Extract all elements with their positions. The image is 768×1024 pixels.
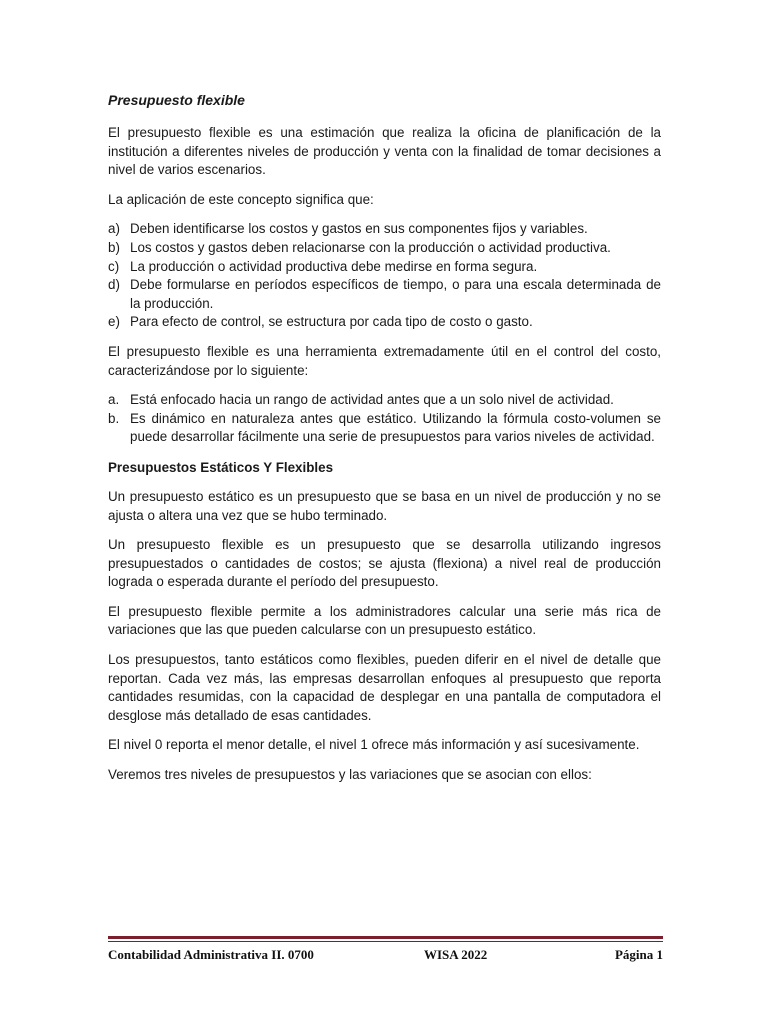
footer-page-number: Página 1 <box>614 947 663 962</box>
body-paragraph: Un presupuesto estático es un presupuesto que se basa en un nivel de producción y no se ajusta o altera una vez que se hubo terminado. <box>108 488 661 523</box>
list-item <box>108 220 661 239</box>
document-title: Presupuesto flexible <box>108 92 245 108</box>
page-footer <box>108 936 663 963</box>
body-paragraph: El presupuesto flexible permite a los administradores calcular una serie más rica de variaciones que las que pueden calcularse con un presupuesto estático. <box>108 603 661 638</box>
body-paragraph: Veremos tres niveles de presupuestos y las variaciones que se asocian con ellos: <box>108 767 592 783</box>
list-item <box>108 258 661 277</box>
footer-rule-thin <box>108 941 663 942</box>
intro-paragraph: El presupuesto flexible es una estimación que realiza la oficina de planificación de la institución a diferentes niveles de producción y venta con la finalidad de tomar decisiones a nivel de varios escenarios. <box>108 125 661 178</box>
list-marker: b) <box>108 239 120 255</box>
list-marker: d) <box>108 277 120 293</box>
list-marker: c) <box>108 258 120 274</box>
list-item-text: Para efecto de control, se estructura por cada tipo de costo o gasto. <box>130 314 533 330</box>
application-intro: La aplicación de este concepto significa que: <box>108 191 374 207</box>
list-item-text: La producción o actividad productiva debe medirse en forma segura. <box>130 258 538 274</box>
list-item-text: Los costos y gastos deben relacionarse con la producción o actividad productiva. <box>130 239 611 255</box>
list-marker: e) <box>108 314 120 330</box>
application-list <box>108 220 661 332</box>
tool-paragraph: El presupuesto flexible es una herramienta extremadamente útil en el control del costo, caracterizándose por lo siguiente: <box>108 343 661 378</box>
list-item <box>108 410 661 447</box>
body-paragraph: El nivel 0 reporta el menor detalle, el nivel 1 ofrece más información y así sucesivamente. <box>108 737 640 753</box>
list-marker: a) <box>108 221 120 237</box>
list-item <box>108 391 661 410</box>
footer-row <box>108 947 663 963</box>
list-item-text: Es dinámico en naturaleza antes que estático. Utilizando la fórmula costo-volumen se puede desarrollar fácilmente una serie de presupuestos para varios niveles de actividad. <box>130 410 661 445</box>
list-item <box>108 239 661 258</box>
footer-author-year: WISA 2022 <box>424 947 488 962</box>
list-item-text: Debe formularse en períodos específicos de tiempo, o para una escala determinada de la producción. <box>130 277 661 311</box>
section-heading: Presupuestos Estáticos Y Flexibles <box>108 459 334 475</box>
list-marker: b. <box>108 410 120 426</box>
list-item <box>108 276 661 313</box>
footer-course-name: Contabilidad Administrativa II. 0700 <box>108 947 314 962</box>
list-item-text: Está enfocado hacia un rango de actividad antes que a un solo nivel de actividad. <box>130 392 614 408</box>
list-item-text: Deben identificarse los costos y gastos en sus componentes fijos y variables. <box>130 221 588 237</box>
footer-rule-thick <box>108 936 663 939</box>
body-paragraph: Un presupuesto flexible es un presupuesto que se desarrolla utilizando ingresos presupuestados o cantidades de costos; se ajusta (flexiona) a nivel real de producción lograda o esperada durante el período del presupuesto. <box>108 537 661 590</box>
list-marker: a. <box>108 392 120 408</box>
page-content <box>108 90 661 796</box>
body-paragraph: Los presupuestos, tanto estáticos como flexibles, pueden diferir en el nivel de detalle que reportan. Cada vez más, las empresas desarrollan enfoques al presupuesto que reporta cantidades resumidas, con la capacidad de desplegar en una pantalla de computadora el desglose más detallado de esas cantidades. <box>108 652 661 723</box>
characteristics-list <box>108 391 661 447</box>
list-item <box>108 313 661 332</box>
